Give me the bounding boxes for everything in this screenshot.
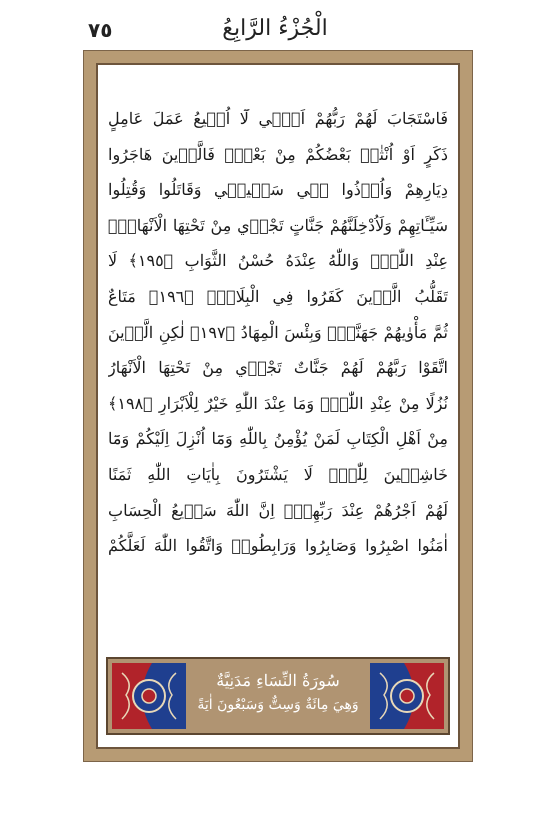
line-text: نُزُلًا مِنْ عِنْدِ اللّٰهِۜ وَمَا عِنْدَ اللّٰهِ خَيْرٌ لِلْاَبْرَارِ ﴿١٩٨﴾ (108, 393, 448, 413)
text-line (108, 243, 448, 279)
verse-text (108, 101, 448, 657)
line-text: اٰمَنُوا اصْبِرُوا وَصَابِرُوا وَرَابِطُواࣞ وَاتَّقُوا اللّٰهَ لَعَلَّكُمْ (108, 536, 448, 556)
surah-name: سُورَةُ النِّسَاءِ مَدَنِيَّةٌ (216, 671, 340, 690)
line-text: دِيَارِهِمْ وَاُو۫ذُوا ف۪ي سَب۪يل۪ي وَقَاتَلُوا وَقُتِلُوا (108, 180, 448, 200)
text-line (108, 386, 448, 422)
line-text: مِنْ اَهْلِ الْكِتَابِ لَمَنْ يُؤْمِنُ بِاللّٰهِ وَمَٓا اُنْزِلَ اِلَيْكُمْ وَمَٓا (108, 429, 448, 449)
right-ornament-icon (370, 663, 444, 729)
line-text: عِنْدِ اللّٰهِۜ وَاللّٰهُ عِنْدَهُ حُسْنُ الثَّوَابِ ﴿١٩٥﴾ لَا (108, 251, 448, 271)
text-line (108, 137, 448, 173)
line-text: اتَّقَوْا رَبَّهُمْ لَهُمْ جَنَّاتٌ تَجْر۪ي مِنْ تَحْتِهَا الْاَنْهَارُ (108, 358, 448, 378)
line-text: ثُمَّ مَأْوٰيهُمْ جَهَنَّمُۜ وَبِئْسَ الْمِهَادُ ﴿١٩٧﴾ لٰكِنِ الَّذ۪ينَ (108, 322, 448, 342)
left-ornament-icon (112, 663, 186, 729)
page-header (0, 14, 550, 54)
line-text: تَقَلُّبُ الَّذ۪ينَ كَفَرُوا فِي الْبِلَادِۜ ﴿١٩٦﴾ مَتَاعٌ (108, 286, 448, 306)
page-number: ٧٥ (88, 18, 113, 42)
line-text: لَهُمْ اَجْرُهُمْ عِنْدَ رَبِّهِمْۜ اِنَّ اللّٰهَ سَر۪يعُ الْحِسَابِ (108, 500, 448, 520)
text-line (108, 279, 448, 315)
text-line (108, 315, 448, 351)
surah-verse-count: وَهِيَ مِائَةٌ وَسِتٌّ وَسَبْعُونَ اٰيَةً (197, 697, 359, 713)
line-text: سَيِّـَٔاتِهِمْ وَلَاُدْخِلَنَّهُمْ جَنَّاتٍ تَجْر۪ي مِنْ تَحْتِهَا الْاَنْهَارُۚ (108, 215, 448, 235)
line-text: خَاشِع۪ينَ لِلّٰهِۙ لَا يَشْتَرُونَ بِاٰيَاتِ اللّٰهِ ثَمَنًا (108, 464, 448, 484)
text-line (108, 350, 448, 386)
line-text: ذَكَرٍ اَوْ اُنْثٰىۚ بَعْضُكُمْ مِنْ بَعْضٍۚ فَالَّذ۪ينَ هَاجَرُوا (108, 144, 448, 164)
text-area (96, 63, 460, 749)
juz-title: الْجُزْءُ الرَّابِعُ (222, 16, 328, 41)
text-line (108, 172, 448, 208)
text-line (108, 493, 448, 529)
text-line (108, 457, 448, 493)
text-line (108, 101, 448, 137)
line-text: فَاسْتَجَابَ لَهُمْ رَبُّهُمْ اَنّ۪ي لَٓا اُض۪يعُ عَمَلَ عَامِلٍ (108, 109, 448, 128)
text-line (108, 208, 448, 244)
text-line (108, 528, 448, 564)
surah-banner (106, 657, 450, 735)
page-frame (83, 50, 473, 762)
text-line (108, 421, 448, 457)
